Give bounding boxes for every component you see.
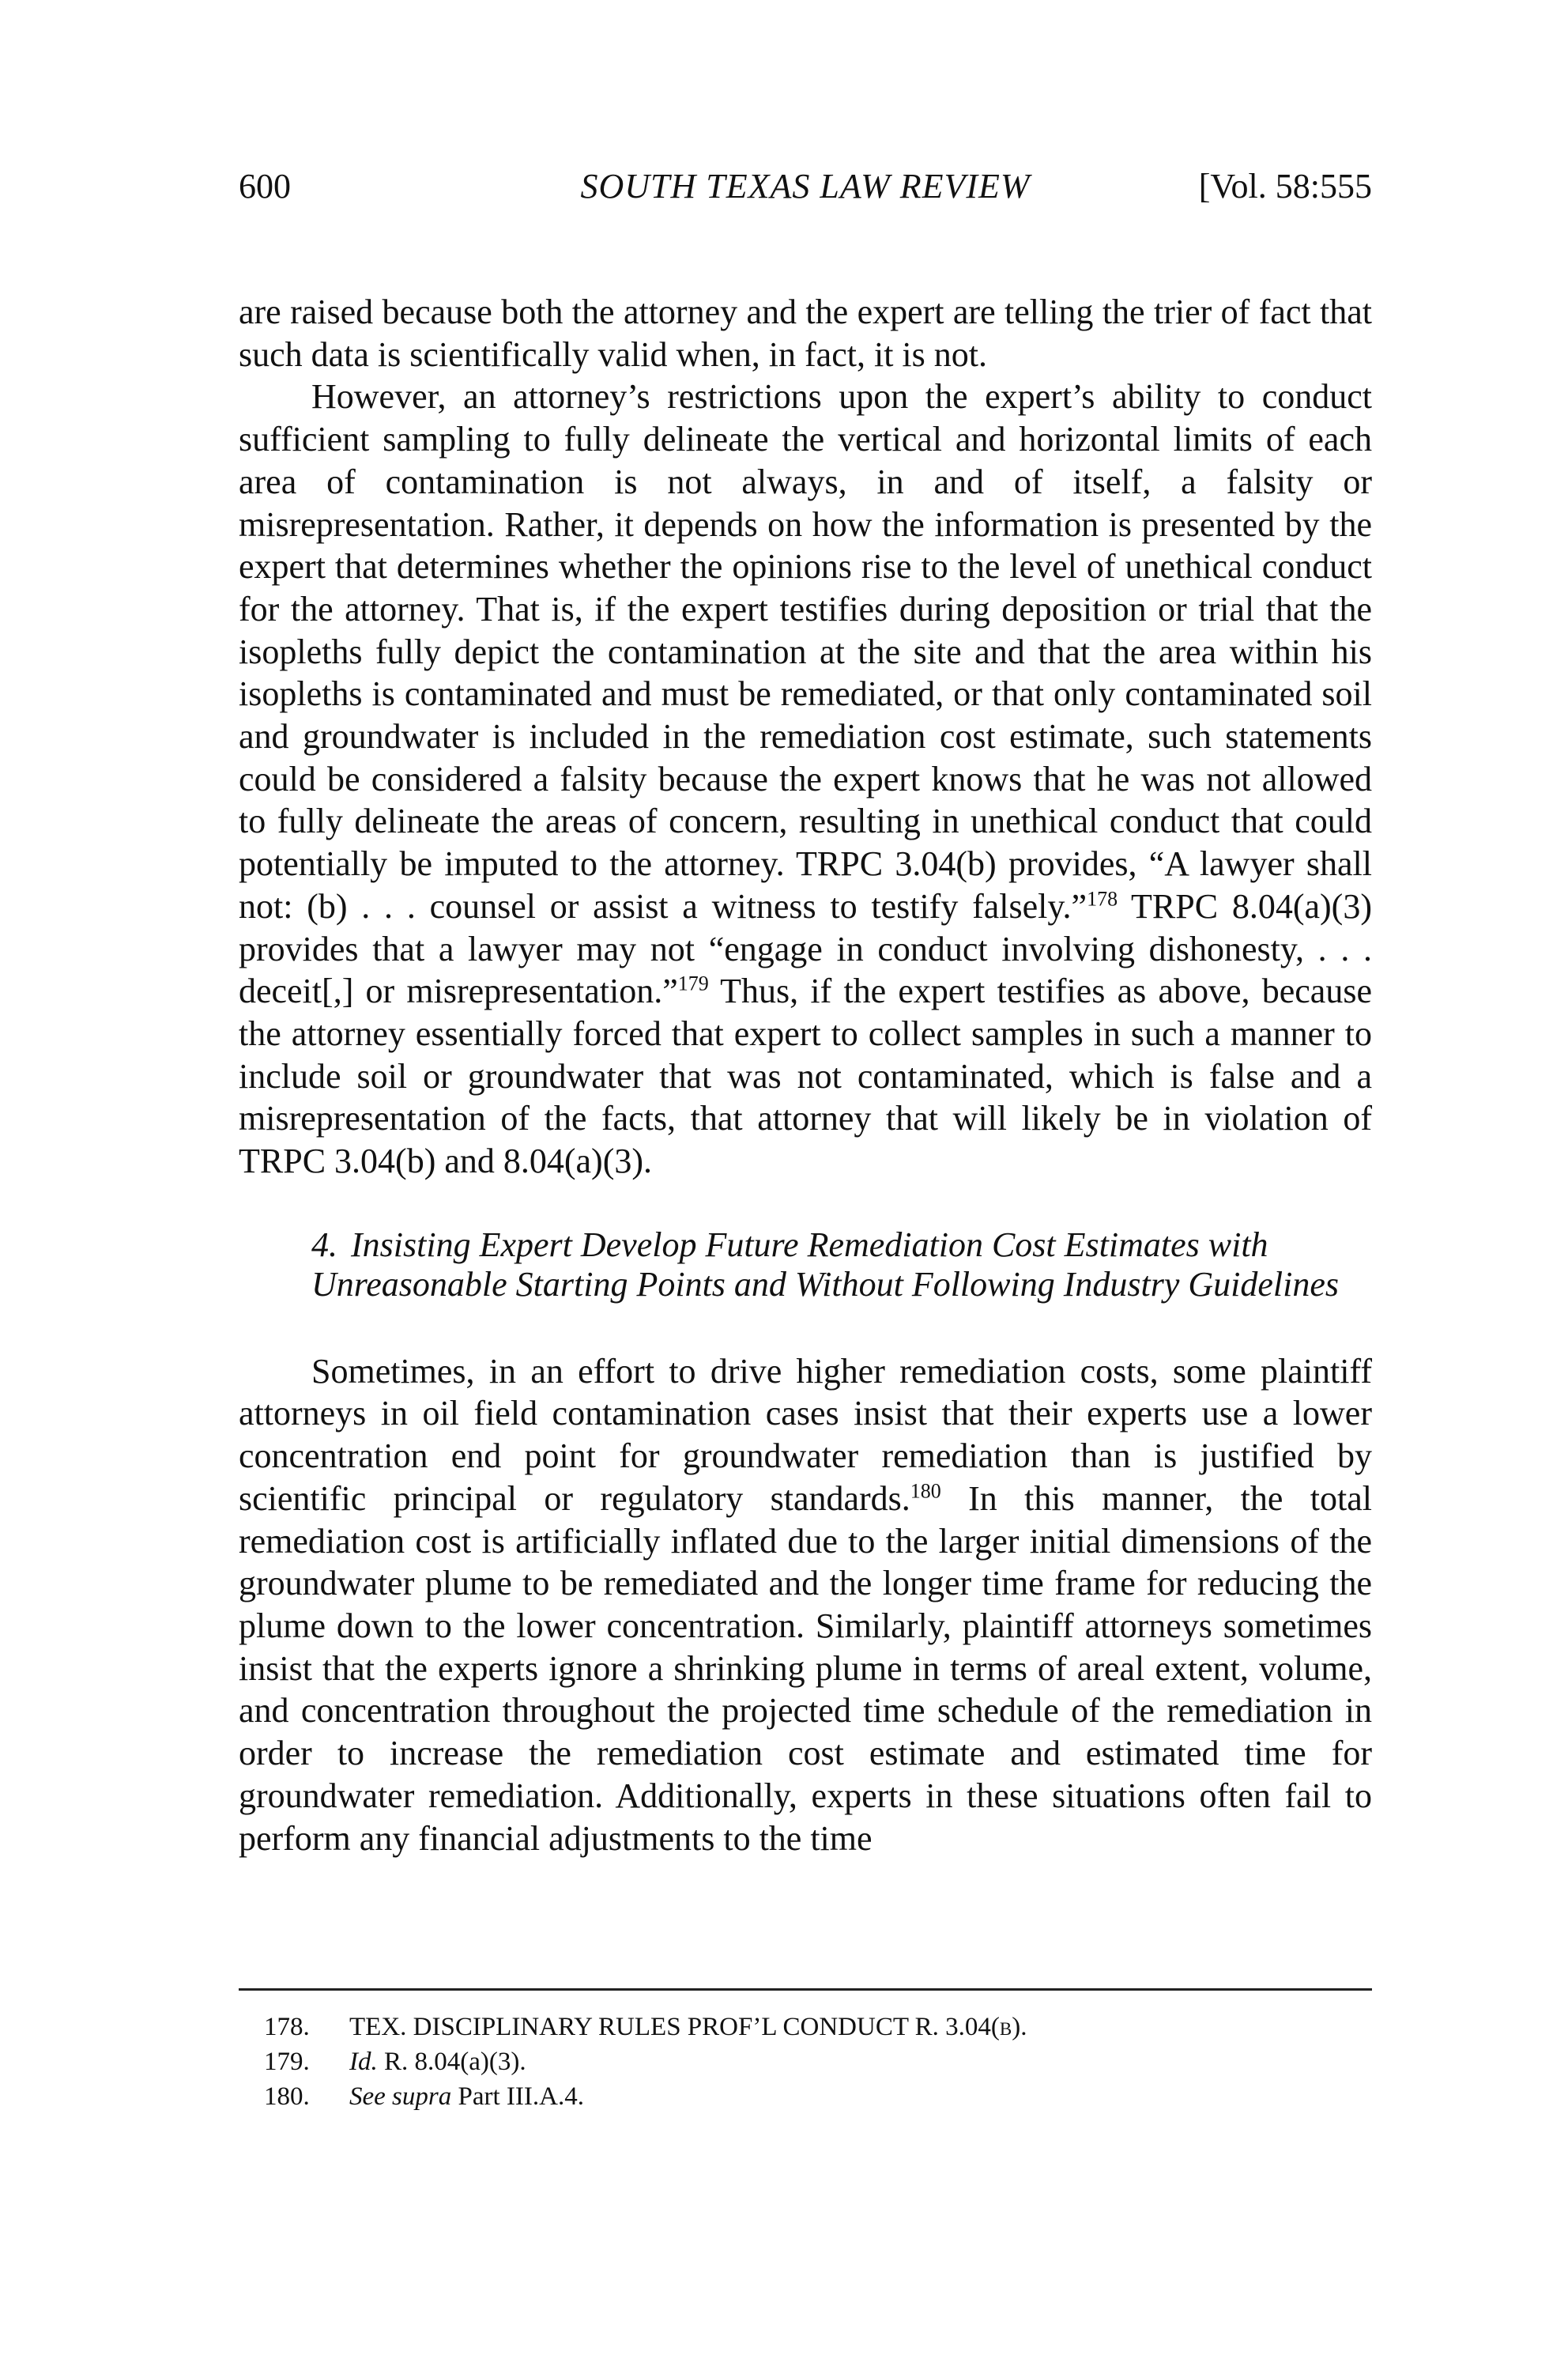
footnote-180 [239,2079,1372,2114]
footnote-number: 180. [264,2082,310,2111]
footnote-ref-180[interactable]: 180 [910,1479,941,1503]
paragraph-continued [239,291,1372,376]
section-heading-number: 4. [311,1225,337,1264]
section-heading-text: Insisting Expert Develop Future Remediation Cost Estimates with Unreasonable Starting Points and Without Following Industry Guidelines [311,1225,1339,1304]
paragraph-text: Thus, if the expert testifies as above, because the attorney essentially forced that expert to collect samples in such a manner to include soil or groundwater that was not contaminated, which is false and a misrepresentation of the facts, that attorney that will likely be in violation of TRPC 3.04(b) and 8.04(a)(3). [239,972,1372,1181]
paragraph-text: In this manner, the total remediation cost is artificially inflated due to the larger initial dimensions of the groundwater plume to be remediated and the longer time frame for reducing the plume down to the lower concentration. Similarly, plaintiff attorneys sometimes insist that the experts ignore a shrinking plume in terms of areal extent, volume, and concentration throughout the projected time schedule of the remediation in order to increase the remediation cost estimate and estimated time for groundwater remediation. Additionally, experts in these situations often fail to perform any financial adjustments to the time [239,1478,1372,1858]
paragraph-text: Sometimes, in an effort to drive higher remediation costs, some plaintiff attorneys in oil field contamination cases insist that their experts use a lower concentration end point for groundwater remediation than is justified by scientific principal or regulatory standards. [239,1351,1372,1518]
footnote-ref-179[interactable]: 179 [677,972,709,995]
footnote-text: R. 8.04(a)(3). [377,2048,526,2076]
footnote-signal: Id. [349,2048,378,2076]
running-head [239,166,1372,213]
footnote-text: TEX. DISCIPLINARY RULES PROF’L CONDUCT R. 3.04(b). [349,2013,1027,2041]
footnote-178 [239,2010,1372,2044]
footnote-text: Part III.A.4. [451,2082,584,2111]
paragraph-text: are raised because both the attorney and the expert are telling the trier of fact that such data is scientifically valid when, in fact, it is not. [239,293,1372,374]
footnote-number: 179. [264,2048,310,2076]
section-heading [239,1225,1372,1304]
paragraph-text: TRPC 8.04(a)(3) provides that a lawyer may not “engage in conduct involving dishonesty, . . . deceit[,] or misrepresentation.” [239,886,1372,1011]
footnotes [239,2010,1372,2114]
paragraph-text: However, an attorney’s restrictions upon the expert’s ability to conduct sufficient sampling to fully delineate the vertical and horizontal limits of each area of contamination is not always, in and of itself, a falsity or misrepresentation. Rather, it depends on how the information is presented by the expert that determines whether the opinions rise to the level of unethical conduct for the attorney. That is, if the expert testifies during deposition or trial that the isopleths fully depict the contamination at the site and that the area within his isopleths is contaminated and must be remediated, or that only contaminated soil and groundwater is included in the remediation cost estimate, such statements could be considered a falsity because the expert knows that he was not allowed to fully delineate the areas of concern, resulting in unethical conduct that could potentially be imputed to the attorney. TRPC 3.04(b) provides, “A lawyer shall not: (b) . . . counsel or assist a witness to testify falsely.” [239,377,1372,926]
article-body [239,291,1372,1859]
footnote-179 [239,2044,1372,2079]
footnote-ref-178[interactable]: 178 [1087,887,1118,911]
footnote-divider [239,1988,1372,1991]
footnote-number: 178. [264,2013,310,2041]
page-number: 600 [239,167,291,206]
paragraph-attorney-restrictions [239,376,1372,1182]
journal-title: SOUTH TEXAS LAW REVIEW [580,167,1031,206]
paragraph-remediation-costs [239,1350,1372,1859]
footnote-signal: See supra [349,2082,452,2111]
volume-citation: [Vol. 58:555 [1198,167,1372,206]
